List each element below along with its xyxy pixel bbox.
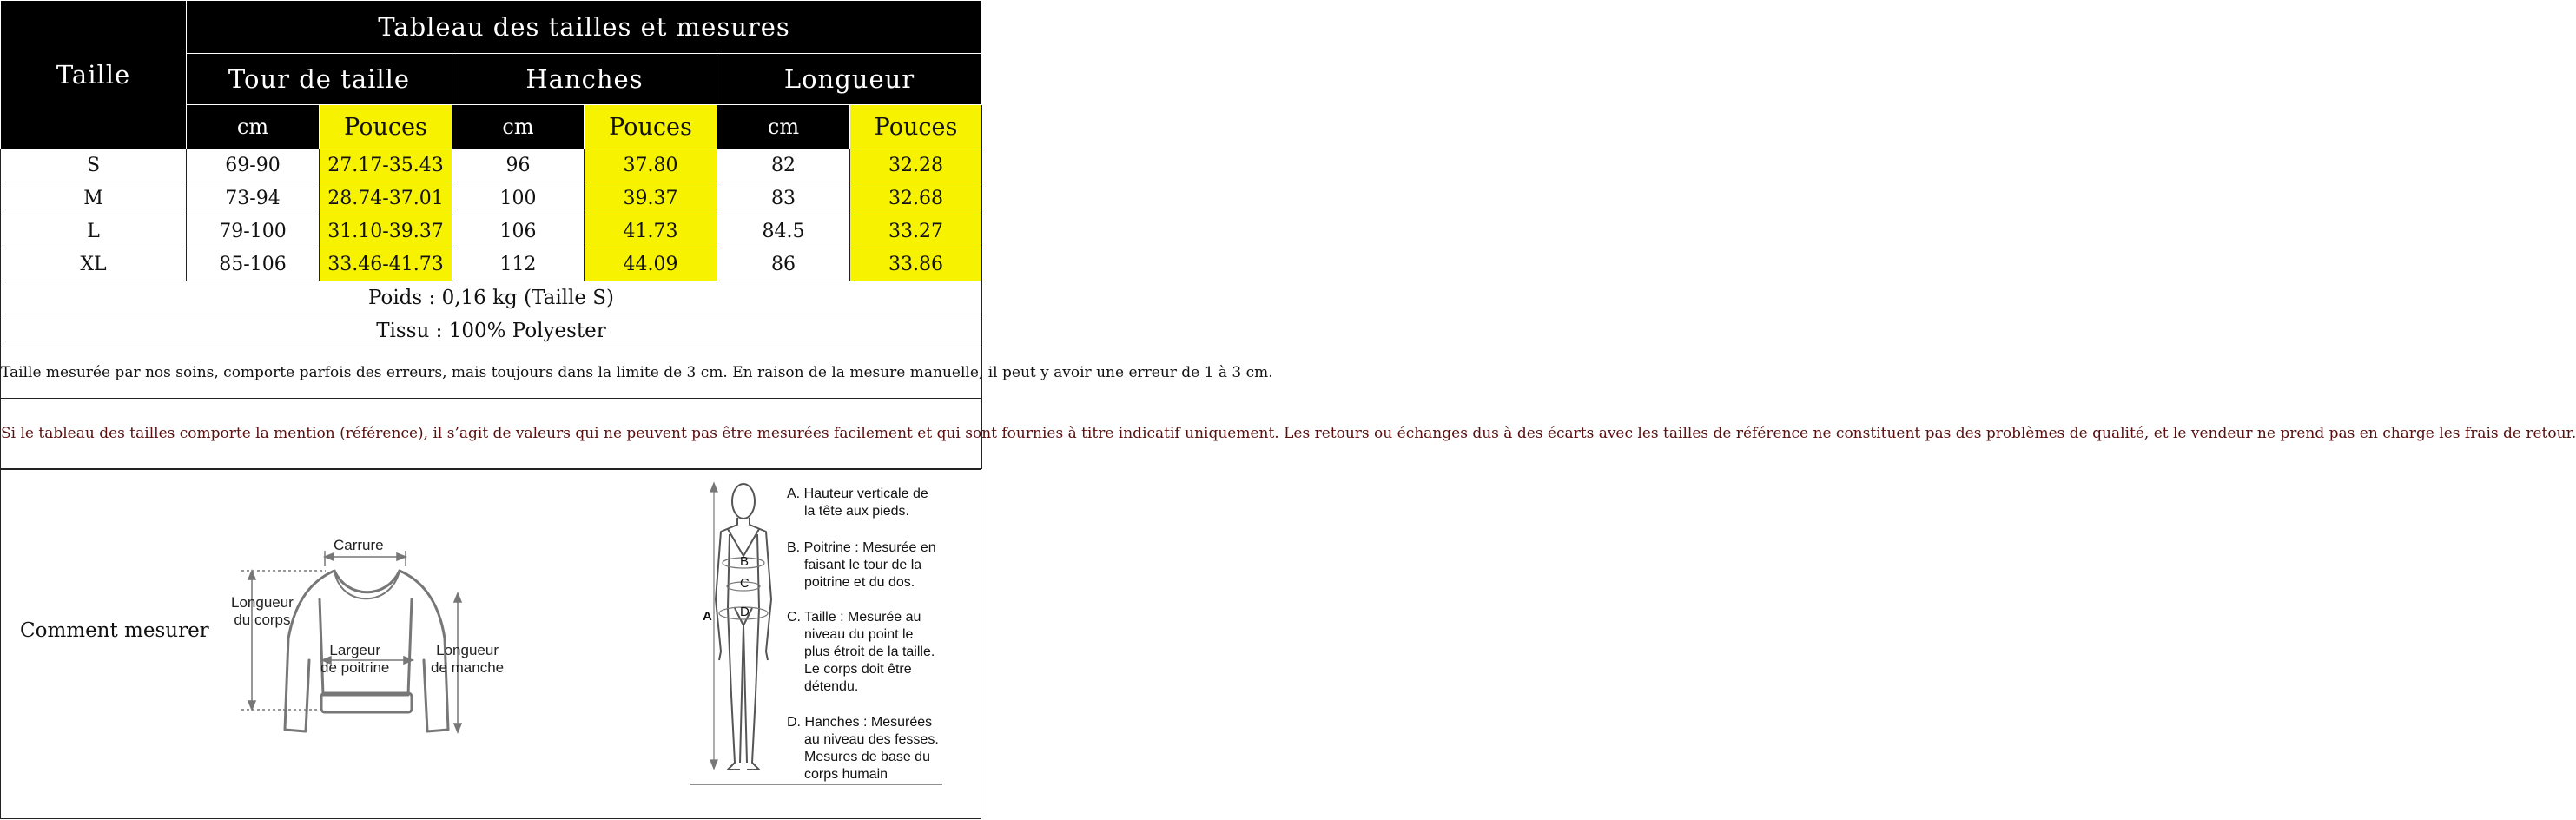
description-line: poitrine et du dos. [804, 575, 915, 590]
hip-cm-cell: 112 [452, 248, 585, 281]
weight-row: Poids : 0,16 kg (Taille S) [1, 281, 982, 314]
description-a [787, 486, 978, 520]
fabric-row: Tissu : 100% Polyester [1, 314, 982, 347]
size-cell: L [1, 215, 187, 248]
unit-header-cm: cm [187, 105, 320, 149]
waist-in-cell: 33.46-41.73 [320, 248, 452, 281]
unit-header-inches: Pouces [850, 105, 982, 149]
waist-cm-cell: 73-94 [187, 182, 320, 215]
description-heading: C. Taille : Mesurée au [787, 610, 921, 625]
waist-cm-cell: 79-100 [187, 215, 320, 248]
description-line: corps humain [804, 767, 888, 782]
length-in-cell: 32.28 [850, 149, 982, 182]
length-cm-cell: 86 [717, 248, 850, 281]
size-cell: M [1, 182, 187, 215]
length-in-cell: 32.68 [850, 182, 982, 215]
description-line: Mesures de base du [804, 750, 930, 764]
chest-width-label-line: de poitrine [320, 659, 390, 676]
figure-letter-d: D [740, 605, 750, 619]
sleeve-length-label [431, 642, 504, 677]
hip-in-cell: 39.37 [585, 182, 717, 215]
body-length-label [231, 594, 294, 629]
waist-cm-cell: 69-90 [187, 149, 320, 182]
figure-letter-b: B [740, 554, 750, 569]
shoulder-label: Carrure [334, 537, 384, 553]
unit-header-inches: Pouces [320, 105, 452, 149]
how-to-measure-title: Comment mesurer [20, 619, 209, 642]
sleeve-length-label-line: Longueur [436, 642, 499, 658]
measurement-illustrations [0, 0, 981, 820]
body-length-label-line: Longueur [231, 594, 294, 611]
hip-cm-cell: 96 [452, 149, 585, 182]
waist-in-cell: 28.74-37.01 [320, 182, 452, 215]
body-figure [716, 484, 771, 770]
hip-cm-cell: 100 [452, 182, 585, 215]
description-c [787, 609, 978, 696]
chest-width-label [320, 642, 389, 677]
description-line: Le corps doit être [804, 662, 912, 677]
unit-header-cm: cm [717, 105, 850, 149]
measurement-note: Taille mesurée par nos soins, comporte parfois des erreurs, mais toujours dans la limite de 3 cm. En raison de la mesure manuelle, il peut y avoir une erreur de 1 à 3 cm. [1, 347, 982, 399]
figure-letter-c: C [740, 576, 750, 591]
size-cell: XL [1, 248, 187, 281]
waist-in-cell: 31.10-39.37 [320, 215, 452, 248]
reference-note: Si le tableau des tailles comporte la mention (référence), il s’agit de valeurs qui ne peuvent pas être mesurées facilement et qui sont fournies à titre indicatif uniquement. Les retours ou échanges dus à des écarts avec les tailles de référence ne constituent pas des problèmes de qualité, et le vendeur ne prend pas en charge les frais de retour. [1, 399, 982, 469]
size-cell: S [1, 149, 187, 182]
description-line: niveau du point le [804, 627, 914, 642]
length-in-cell: 33.86 [850, 248, 982, 281]
waist-in-cell: 27.17-35.43 [320, 149, 452, 182]
hip-in-cell: 41.73 [585, 215, 717, 248]
description-line: au niveau des fesses. [804, 732, 939, 747]
body-length-label-line: du corps [234, 612, 291, 628]
description-line: la tête aux pieds. [804, 504, 909, 519]
description-b [787, 539, 978, 592]
description-line: plus étroit de la taille. [804, 645, 935, 659]
hip-in-cell: 44.09 [585, 248, 717, 281]
group-header-length: Longueur [717, 54, 982, 105]
description-heading: D. Hanches : Mesurées [787, 715, 933, 730]
unit-header-cm: cm [452, 105, 585, 149]
description-line: détendu. [804, 679, 859, 694]
size-column-header: Taille [1, 1, 187, 149]
group-header-waist: Tour de taille [187, 54, 452, 105]
chest-width-label-line: Largeur [329, 642, 380, 658]
length-cm-cell: 83 [717, 182, 850, 215]
sleeve-length-label-line: de manche [431, 659, 505, 676]
description-d [787, 714, 978, 784]
length-in-cell: 33.27 [850, 215, 982, 248]
description-heading: A. Hauteur verticale de [787, 486, 928, 501]
length-cm-cell: 82 [717, 149, 850, 182]
waist-cm-cell: 85-106 [187, 248, 320, 281]
unit-header-inches: Pouces [585, 105, 717, 149]
hip-in-cell: 37.80 [585, 149, 717, 182]
group-header-hips: Hanches [452, 54, 717, 105]
length-cm-cell: 84.5 [717, 215, 850, 248]
figure-letter-a: A [703, 609, 712, 624]
description-heading: B. Poitrine : Mesurée en [787, 540, 936, 555]
hip-cm-cell: 106 [452, 215, 585, 248]
description-line: faisant le tour de la [804, 558, 922, 572]
table-title: Tableau des tailles et mesures [187, 1, 982, 54]
